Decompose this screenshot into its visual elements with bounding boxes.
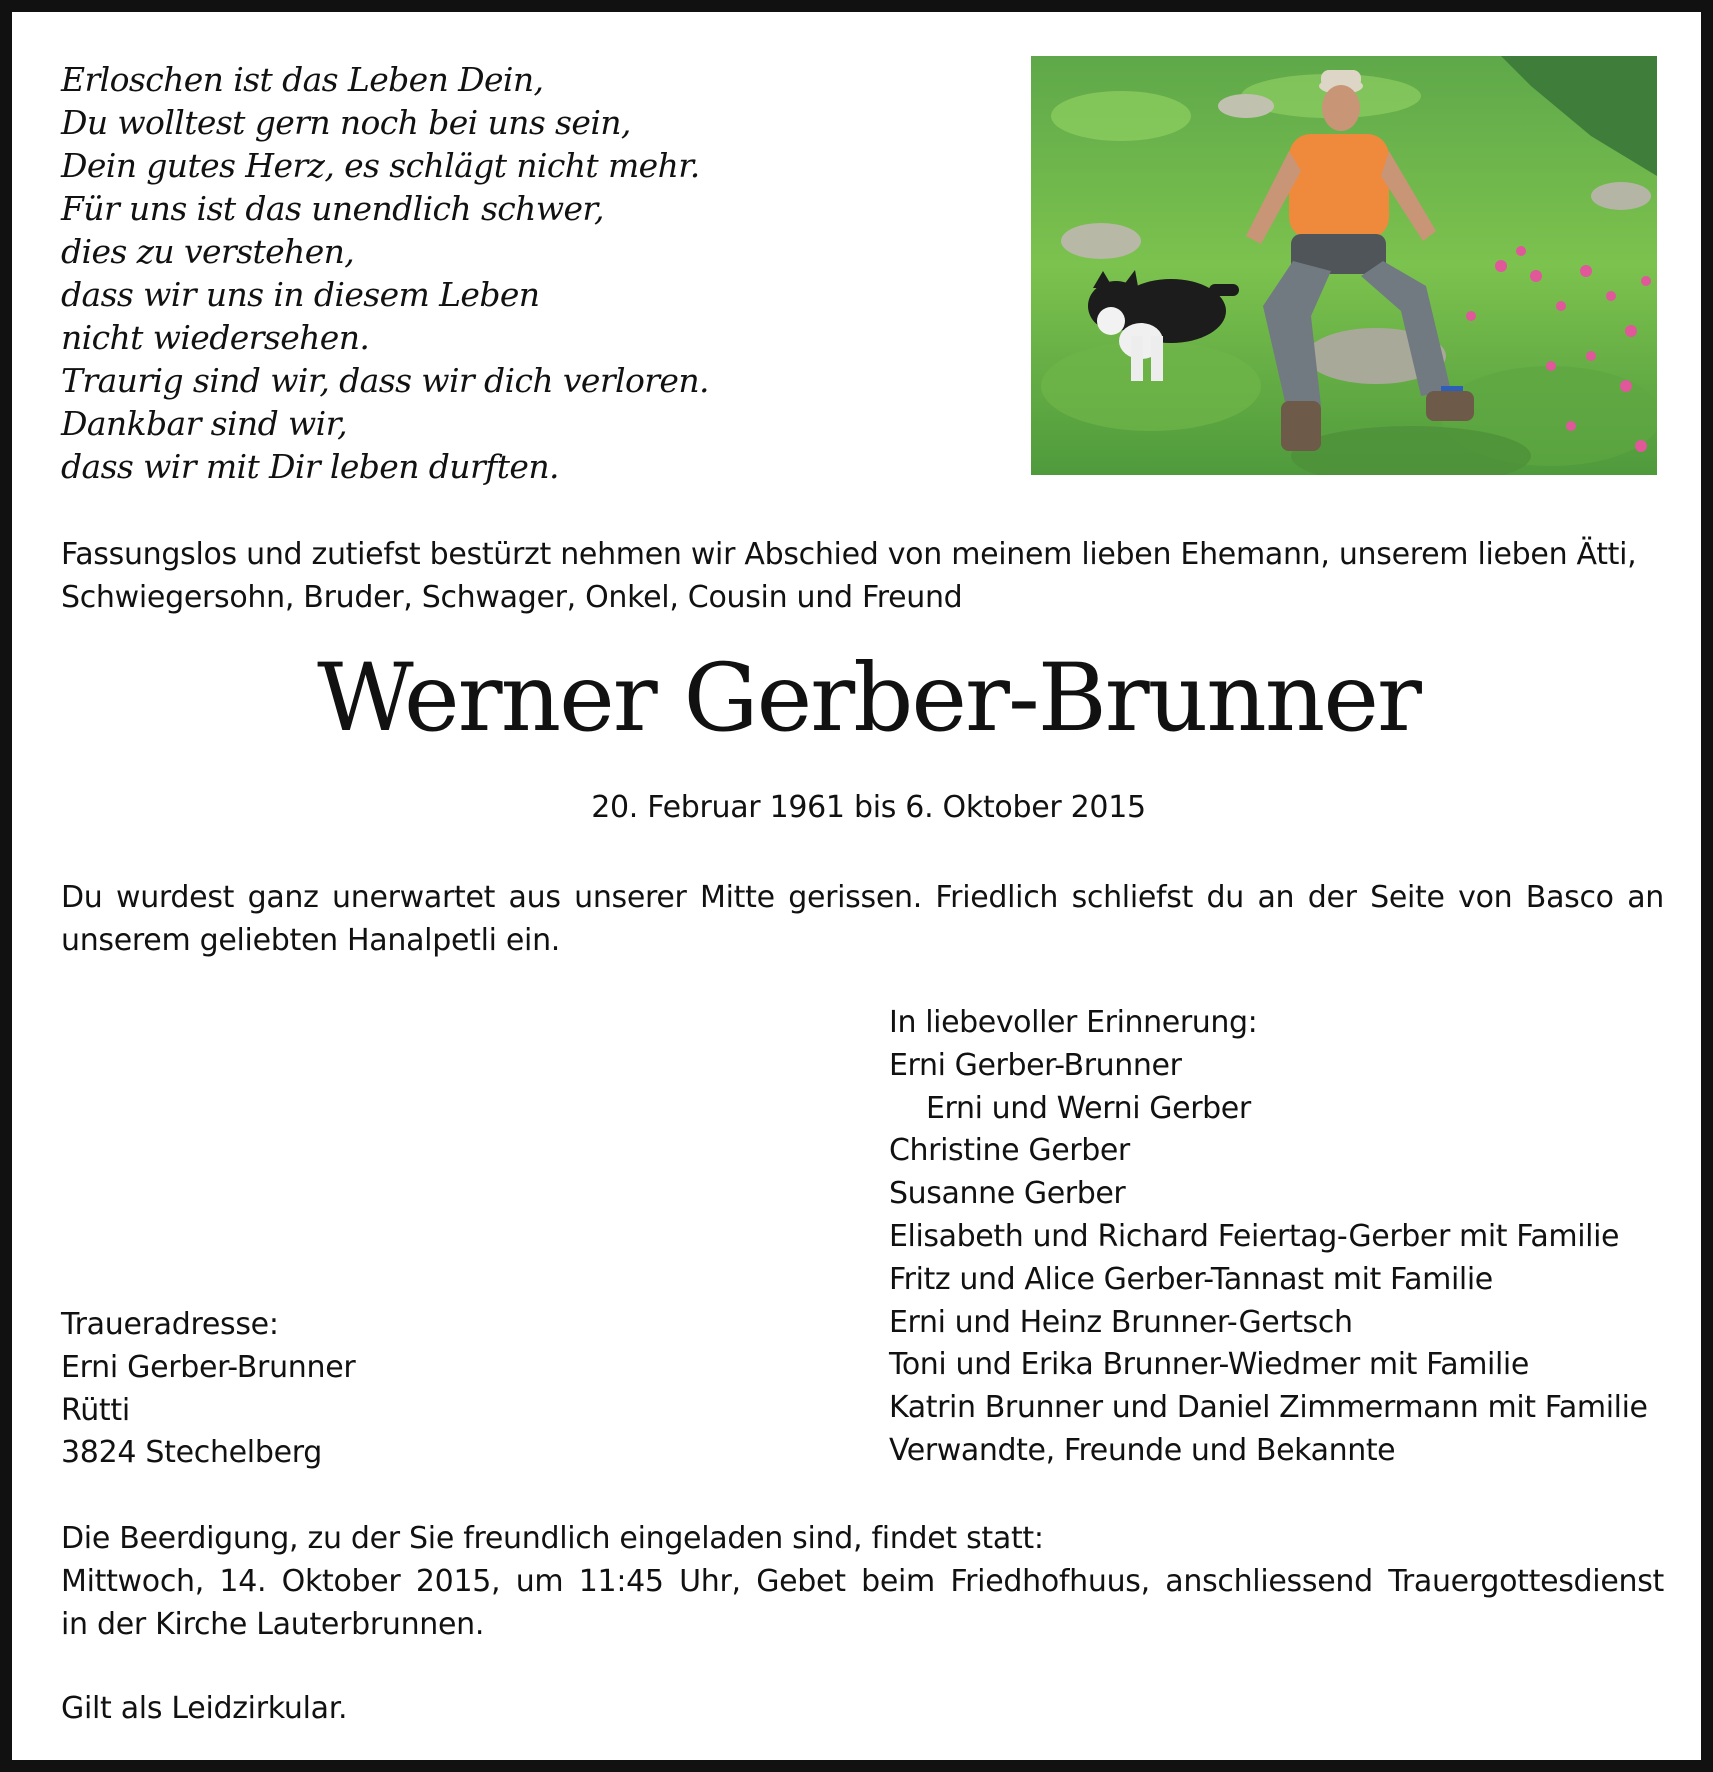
poem xyxy=(61,58,709,488)
deceased-name: Werner Gerber-Brunner xyxy=(317,644,1420,753)
poem-line: Für uns ist das unendlich schwer, xyxy=(61,189,604,228)
mourner-name: Erni und Werni Gerber xyxy=(926,1090,1251,1126)
mourner-name: Verwandte, Freunde und Bekannte xyxy=(889,1432,1396,1468)
funeral-detail: Mittwoch, 14. Oktober 2015, um 11:45 Uhr, Gebet beim Friedhofhuus, anschliessend Trauergottesdienst xyxy=(61,1564,1664,1599)
funeral-intro: Die Beerdigung, zu der Sie freundlich eingeladen sind, findet statt: xyxy=(61,1521,1044,1556)
poem-line: Du wolltest gern noch bei uns sein, xyxy=(61,103,631,142)
rock xyxy=(1061,223,1141,259)
mourners-list xyxy=(889,1002,1648,1473)
mourner-name: Elisabeth und Richard Feiertag-Gerber mit Familie xyxy=(889,1218,1620,1254)
poem-line: Dankbar sind wir, xyxy=(61,404,348,443)
mourner-name: Fritz und Alice Gerber-Tannast mit Familie xyxy=(889,1261,1493,1297)
rock xyxy=(1218,94,1274,118)
poem-line: Erloschen ist das Leben Dein, xyxy=(61,60,544,99)
message-text xyxy=(61,876,1664,962)
life-dates: 20. Februar 1961 bis 6. Oktober 2015 xyxy=(591,790,1146,825)
intro-line: Fassungslos und zutiefst bestürzt nehmen wir Abschied von meinem lieben Ehemann, unserem lieben Ätti, xyxy=(61,537,1637,572)
mourner-name: Susanne Gerber xyxy=(889,1176,1126,1212)
poem-line: dass wir uns in diesem Leben xyxy=(61,275,540,314)
mourner-name: Toni und Erika Brunner-Wiedmer mit Familie xyxy=(889,1347,1529,1383)
funeral-info xyxy=(61,1517,1664,1646)
message-line: unserem geliebten Hanalpetli ein. xyxy=(61,923,561,958)
address-line: Erni Gerber-Brunner xyxy=(61,1349,356,1385)
mourning-address xyxy=(61,1304,355,1475)
intro-text xyxy=(61,533,1664,619)
mourner-name: Erni Gerber-Brunner xyxy=(889,1047,1182,1083)
mourner-name: Christine Gerber xyxy=(889,1133,1130,1169)
intro-line: Schwiegersohn, Bruder, Schwager, Onkel, Cousin und Freund xyxy=(61,580,963,615)
poem-line: Traurig sind wir, dass wir dich verloren. xyxy=(61,361,709,400)
mourner-name: Erni und Heinz Brunner-Gertsch xyxy=(889,1304,1353,1340)
memorial-photo xyxy=(1031,56,1657,475)
closing-note: Gilt als Leidzirkular. xyxy=(61,1691,348,1726)
rock xyxy=(1591,182,1651,210)
address-line: Rütti xyxy=(61,1392,130,1428)
poem-line: Dein gutes Herz, es schlägt nicht mehr. xyxy=(61,146,700,185)
poem-line: dass wir mit Dir leben durften. xyxy=(61,447,559,486)
funeral-detail: in der Kirche Lauterbrunnen. xyxy=(61,1607,485,1642)
address-label: Traueradresse: xyxy=(61,1307,279,1342)
mourner-name: Katrin Brunner und Daniel Zimmermann mit Familie xyxy=(889,1390,1648,1426)
message-line: Du wurdest ganz unerwartet aus unserer Mitte gerissen. Friedlich schliefst du an der Seite von Basco an xyxy=(61,880,1664,915)
poem-line: nicht wiedersehen. xyxy=(61,318,370,357)
mourners-heading: In liebevoller Erinnerung: xyxy=(889,1005,1258,1040)
address-line: 3824 Stechelberg xyxy=(61,1435,322,1471)
poem-line: dies zu verstehen, xyxy=(61,232,355,271)
